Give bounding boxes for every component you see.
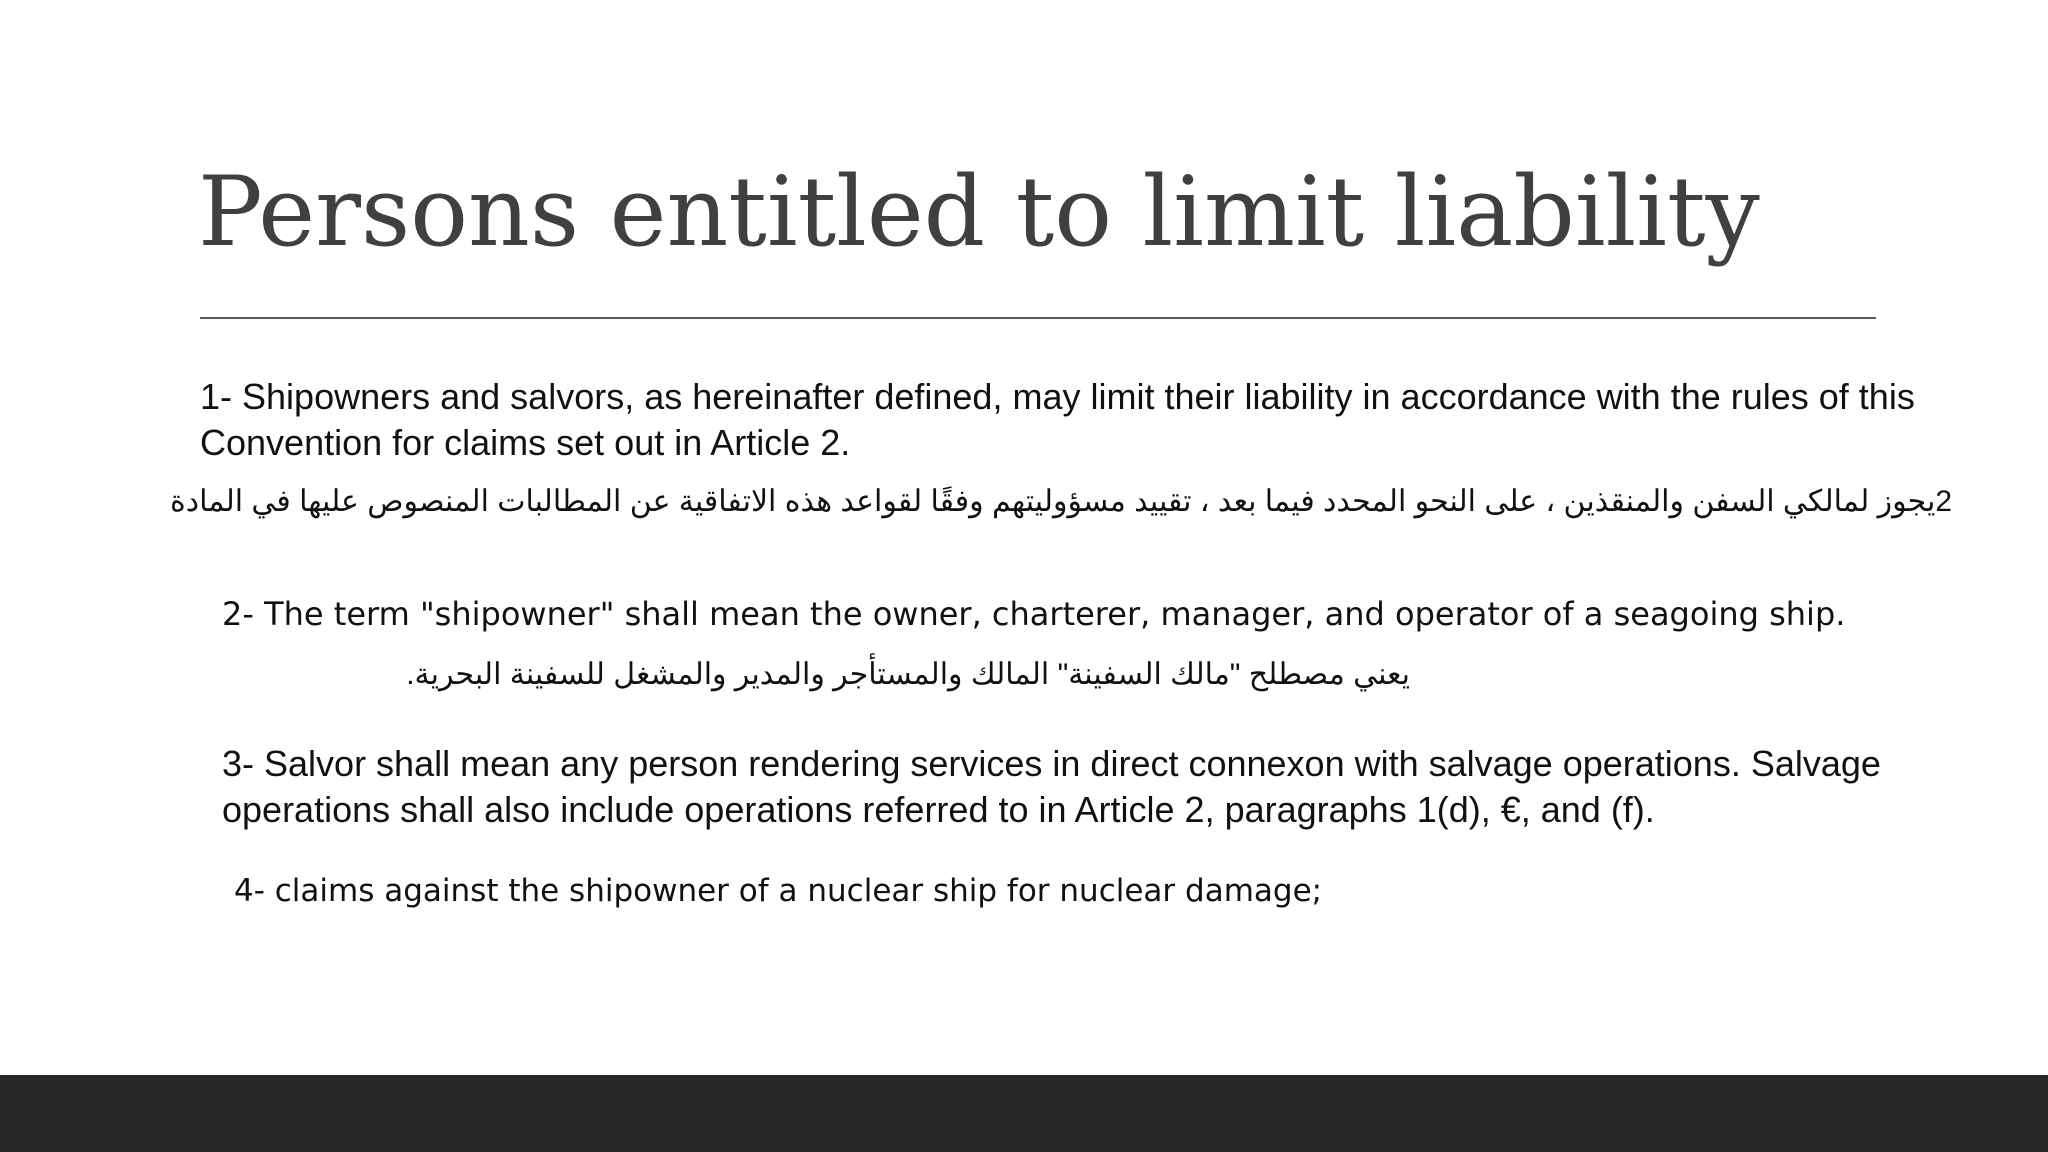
paragraph-2-english: 2- The term "shipowner" shall mean the owner, charterer, manager, and operator of a seagoing ship. xyxy=(222,595,1846,633)
footer-bar xyxy=(0,1075,2048,1152)
paragraph-3-english: 3- Salvor shall mean any person rendering services in direct connexon with salvage operations. Salvage operations shall also include operations referred to in Article 2, paragraphs 1(d), €, and (f). xyxy=(222,743,1881,830)
slide-title: Persons entitled to limit liability xyxy=(198,156,1760,268)
paragraph-1-english: 1- Shipowners and salvors, as hereinafter defined, may limit their liability in accordance with the rules of this Convention for claims set out in Article 2. xyxy=(200,376,1915,463)
paragraph-4-english: 4- claims against the shipowner of a nuclear ship for nuclear damage; xyxy=(234,873,1323,909)
paragraph-2-arabic: يعني مصطلح "مالك السفينة" المالك والمستأجر والمدير والمشغل للسفينة البحرية. xyxy=(406,658,1410,691)
title-divider xyxy=(200,317,1876,319)
paragraph-1-arabic: 2يجوز لمالكي السفن والمنقذين ، على النحو المحدد فيما بعد ، تقييد مسؤوليتهم وفقًا لقواعد هذه الاتفاقية عن المطالبات المنصوص عليها في المادة xyxy=(170,485,1952,518)
